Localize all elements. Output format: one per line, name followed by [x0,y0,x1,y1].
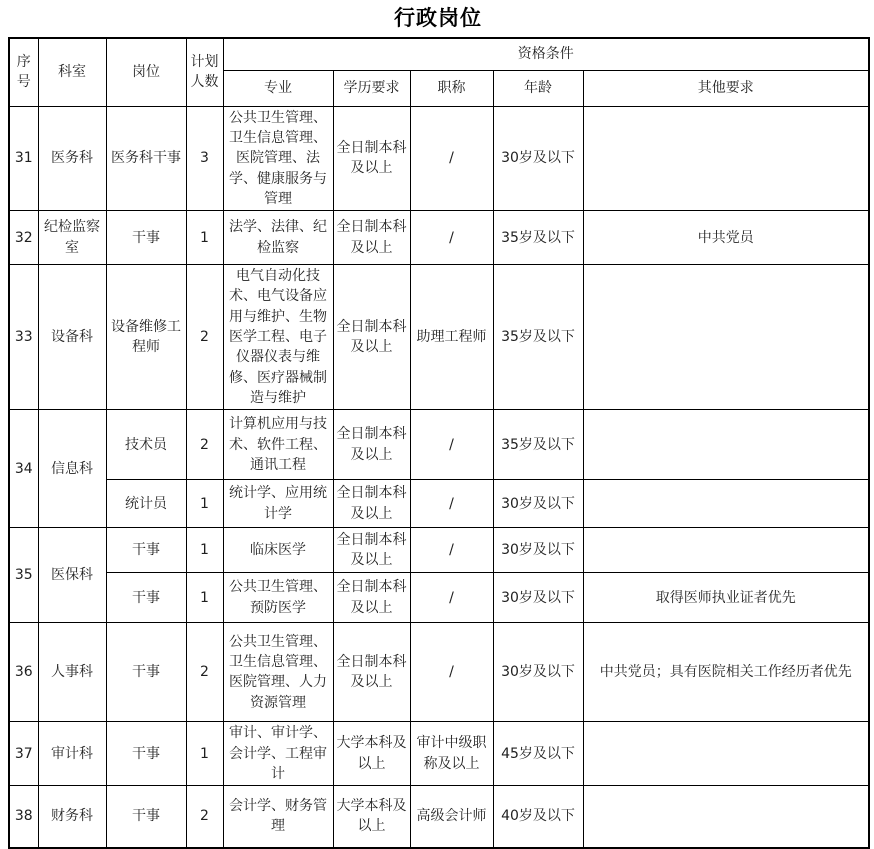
cell-major: 会计学、财务管理 [223,786,333,848]
cell-department: 审计科 [38,722,106,786]
cell-job-title: / [410,528,493,573]
cell-other [583,722,869,786]
cell-count: 1 [186,480,223,528]
cell-other [583,528,869,573]
cell-other [583,480,869,528]
cell-department: 设备科 [38,265,106,410]
table-row [9,106,869,210]
cell-serial: 35 [9,528,38,623]
cell-count: 1 [186,211,223,265]
cell-major: 统计学、应用统计学 [223,480,333,528]
cell-other [583,410,869,480]
cell-position: 干事 [106,211,186,265]
cell-age: 35岁及以下 [493,265,583,410]
header-row-1 [9,38,869,70]
cell-department: 人事科 [38,623,106,722]
cell-serial: 31 [9,106,38,210]
cell-count: 3 [186,106,223,210]
table-row [9,265,869,410]
cell-job-title: / [410,573,493,623]
cell-count: 1 [186,528,223,573]
cell-degree: 全日制本科及以上 [333,573,410,623]
cell-count: 1 [186,722,223,786]
table-row [9,211,869,265]
cell-degree: 全日制本科及以上 [333,480,410,528]
cell-job-title: 助理工程师 [410,265,493,410]
cell-job-title: 高级会计师 [410,786,493,848]
cell-serial: 32 [9,211,38,265]
cell-count: 2 [186,410,223,480]
cell-major: 计算机应用与技术、软件工程、通讯工程 [223,410,333,480]
cell-major: 公共卫生管理、卫生信息管理、医院管理、法学、健康服务与管理 [223,106,333,210]
cell-job-title: / [410,106,493,210]
cell-degree: 全日制本科及以上 [333,265,410,410]
cell-position: 技术员 [106,410,186,480]
cell-count: 1 [186,573,223,623]
header-degree: 学历要求 [333,70,410,106]
cell-other: 中共党员；具有医院相关工作经历者优先 [583,623,869,722]
cell-degree: 全日制本科及以上 [333,106,410,210]
cell-department: 医务科 [38,106,106,210]
header-other: 其他要求 [583,70,869,106]
table-row [9,410,869,480]
cell-count: 2 [186,786,223,848]
cell-age: 35岁及以下 [493,410,583,480]
cell-department: 财务科 [38,786,106,848]
cell-degree: 全日制本科及以上 [333,528,410,573]
cell-position: 设备维修工程师 [106,265,186,410]
cell-position: 干事 [106,528,186,573]
cell-degree: 全日制本科及以上 [333,211,410,265]
cell-job-title: / [410,480,493,528]
cell-job-title: / [410,211,493,265]
cell-position: 医务科干事 [106,106,186,210]
cell-age: 30岁及以下 [493,573,583,623]
cell-degree: 全日制本科及以上 [333,623,410,722]
header-job-title: 职称 [410,70,493,106]
header-major: 专业 [223,70,333,106]
cell-department: 纪检监察室 [38,211,106,265]
cell-age: 45岁及以下 [493,722,583,786]
cell-count: 2 [186,265,223,410]
cell-serial: 37 [9,722,38,786]
cell-other [583,265,869,410]
cell-major: 法学、法律、纪检监察 [223,211,333,265]
header-position: 岗位 [106,38,186,106]
cell-serial: 38 [9,786,38,848]
table-row [9,528,869,573]
table-row [9,722,869,786]
header-serial: 序号 [9,38,38,106]
cell-other: 取得医师执业证者优先 [583,573,869,623]
cell-count: 2 [186,623,223,722]
table-row [9,623,869,722]
cell-position: 干事 [106,623,186,722]
cell-age: 30岁及以下 [493,528,583,573]
cell-serial: 33 [9,265,38,410]
page-title: 行政岗位 [394,6,482,30]
cell-age: 35岁及以下 [493,211,583,265]
cell-position: 统计员 [106,480,186,528]
table-row [9,480,869,528]
cell-job-title: / [410,410,493,480]
cell-major: 公共卫生管理、卫生信息管理、医院管理、人力资源管理 [223,623,333,722]
cell-major: 电气自动化技术、电气设备应用与维护、生物医学工程、电子仪器仪表与维修、医疗器械制造与维护 [223,265,333,410]
header-department: 科室 [38,38,106,106]
cell-degree: 大学本科及以上 [333,722,410,786]
cell-major: 公共卫生管理、预防医学 [223,573,333,623]
cell-other [583,106,869,210]
table-row [9,573,869,623]
cell-department: 信息科 [38,410,106,528]
cell-degree: 全日制本科及以上 [333,410,410,480]
cell-age: 40岁及以下 [493,786,583,848]
cell-department: 医保科 [38,528,106,623]
cell-major: 审计、审计学、会计学、工程审计 [223,722,333,786]
cell-degree: 大学本科及以上 [333,786,410,848]
cell-serial: 36 [9,623,38,722]
cell-age: 30岁及以下 [493,480,583,528]
cell-serial: 34 [9,410,38,528]
cell-position: 干事 [106,573,186,623]
cell-position: 干事 [106,786,186,848]
cell-position: 干事 [106,722,186,786]
cell-other: 中共党员 [583,211,869,265]
header-qualifications: 资格条件 [223,38,869,70]
header-count: 计划人数 [186,38,223,106]
header-age: 年龄 [493,70,583,106]
cell-job-title: / [410,623,493,722]
cell-major: 临床医学 [223,528,333,573]
positions-table [8,37,870,848]
cell-age: 30岁及以下 [493,623,583,722]
cell-age: 30岁及以下 [493,106,583,210]
cell-job-title: 审计中级职称及以上 [410,722,493,786]
